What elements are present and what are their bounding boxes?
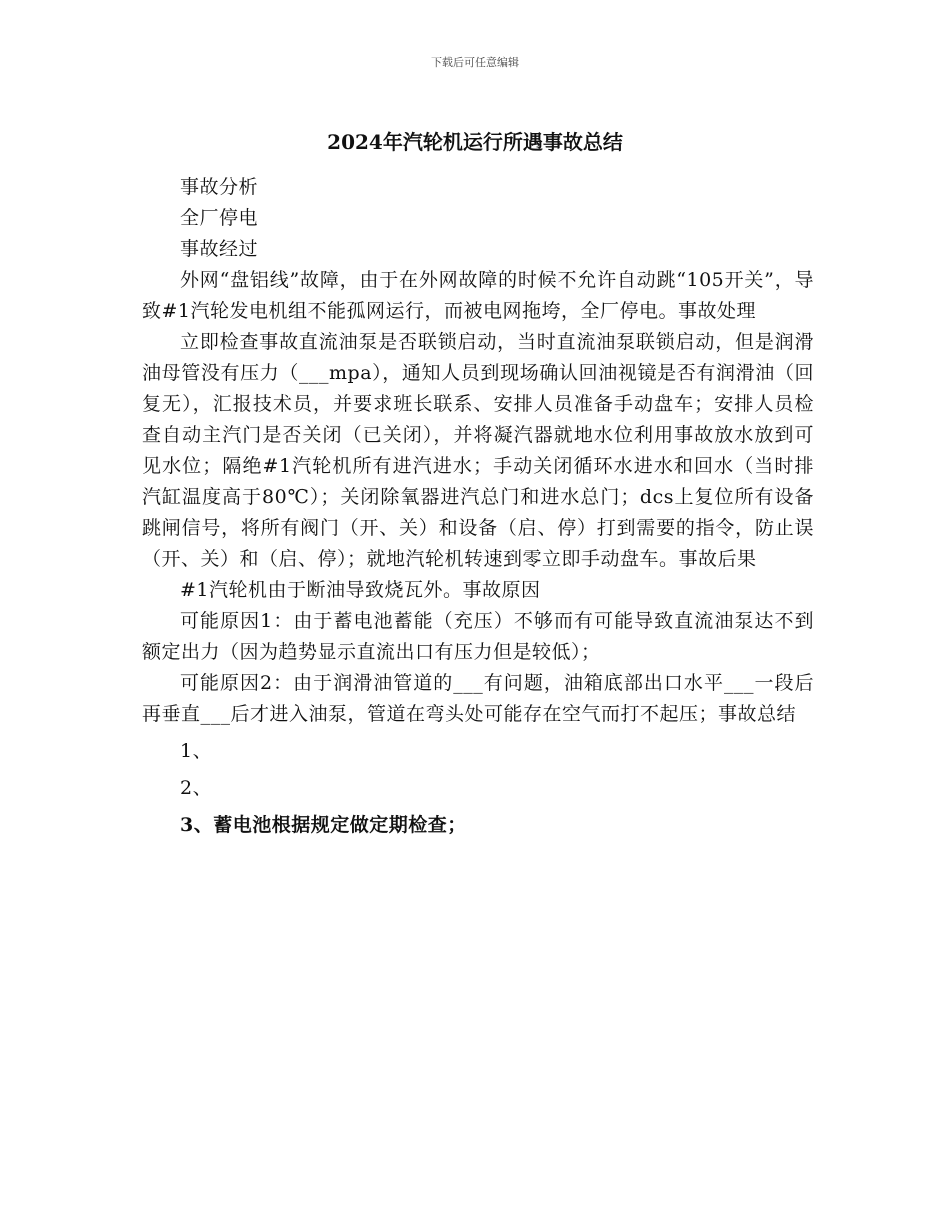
document-title: 2024年汽轮机运行所遇事故总结 (327, 130, 623, 154)
summary-item-3: 3、蓄电池根据规定做定期检查； (180, 814, 467, 836)
paragraph-accident-consequence: #1汽轮机由于断油导致烧瓦外。事故原因 (180, 579, 541, 601)
section-heading-accident-analysis: 事故分析 (180, 176, 259, 198)
summary-item-2: 2、 (180, 777, 213, 799)
paragraph-accident-handling: 立即检查事故直流油泵是否联锁启动，当时直流油泵联锁启动，但是润滑油母管没有压力（___mpa），通知人员到现场确认回油视镜是否有润滑油（回复无），汇报技术员，并要求班长联系、安排人员准备手动盘车；安排人员检查自动主汽门是否关闭（已关闭），并将凝汽器就地水位利用事故放水放到可见水位；隔绝#1汽轮机所有进汽进水；手动关闭循环水进水和回水（当时排汽缸温度高于80℃）；关闭除氧器进汽总门和进水总门；dcs上复位所有设备跳闸信号，将所有阀门（开、关）和设备（启、停）打到需要的指令，防止误（开、关）和（启、停）；就地汽轮机转速到零立即手动盘车。事故后果 (142, 331, 814, 570)
header-note: 下载后可任意编辑 (431, 56, 519, 69)
section-heading-accident-process: 事故经过 (180, 238, 259, 260)
paragraph-possible-cause-2: 可能原因2：由于润滑油管道的___有问题，油箱底部出口水平___一段后再垂直___后才进入油泵，管道在弯头处可能存在空气而打不起压；事故总结 (142, 672, 814, 725)
paragraph-accident-description: 外网“盘铝线”故障，由于在外网故障的时候不允许自动跳“105开关”，导致#1汽轮发电机组不能孤网运行，而被电网拖垮，全厂停电。事故处理 (142, 269, 814, 322)
section-heading-plant-outage: 全厂停电 (180, 207, 259, 229)
document-body (142, 172, 814, 841)
summary-item-1: 1、 (180, 740, 213, 762)
paragraph-possible-cause-1: 可能原因1：由于蓄电池蓄能（充压）不够而有可能导致直流油泵达不到额定出力（因为趋势显示直流出口有压力但是较低）； (142, 610, 814, 663)
